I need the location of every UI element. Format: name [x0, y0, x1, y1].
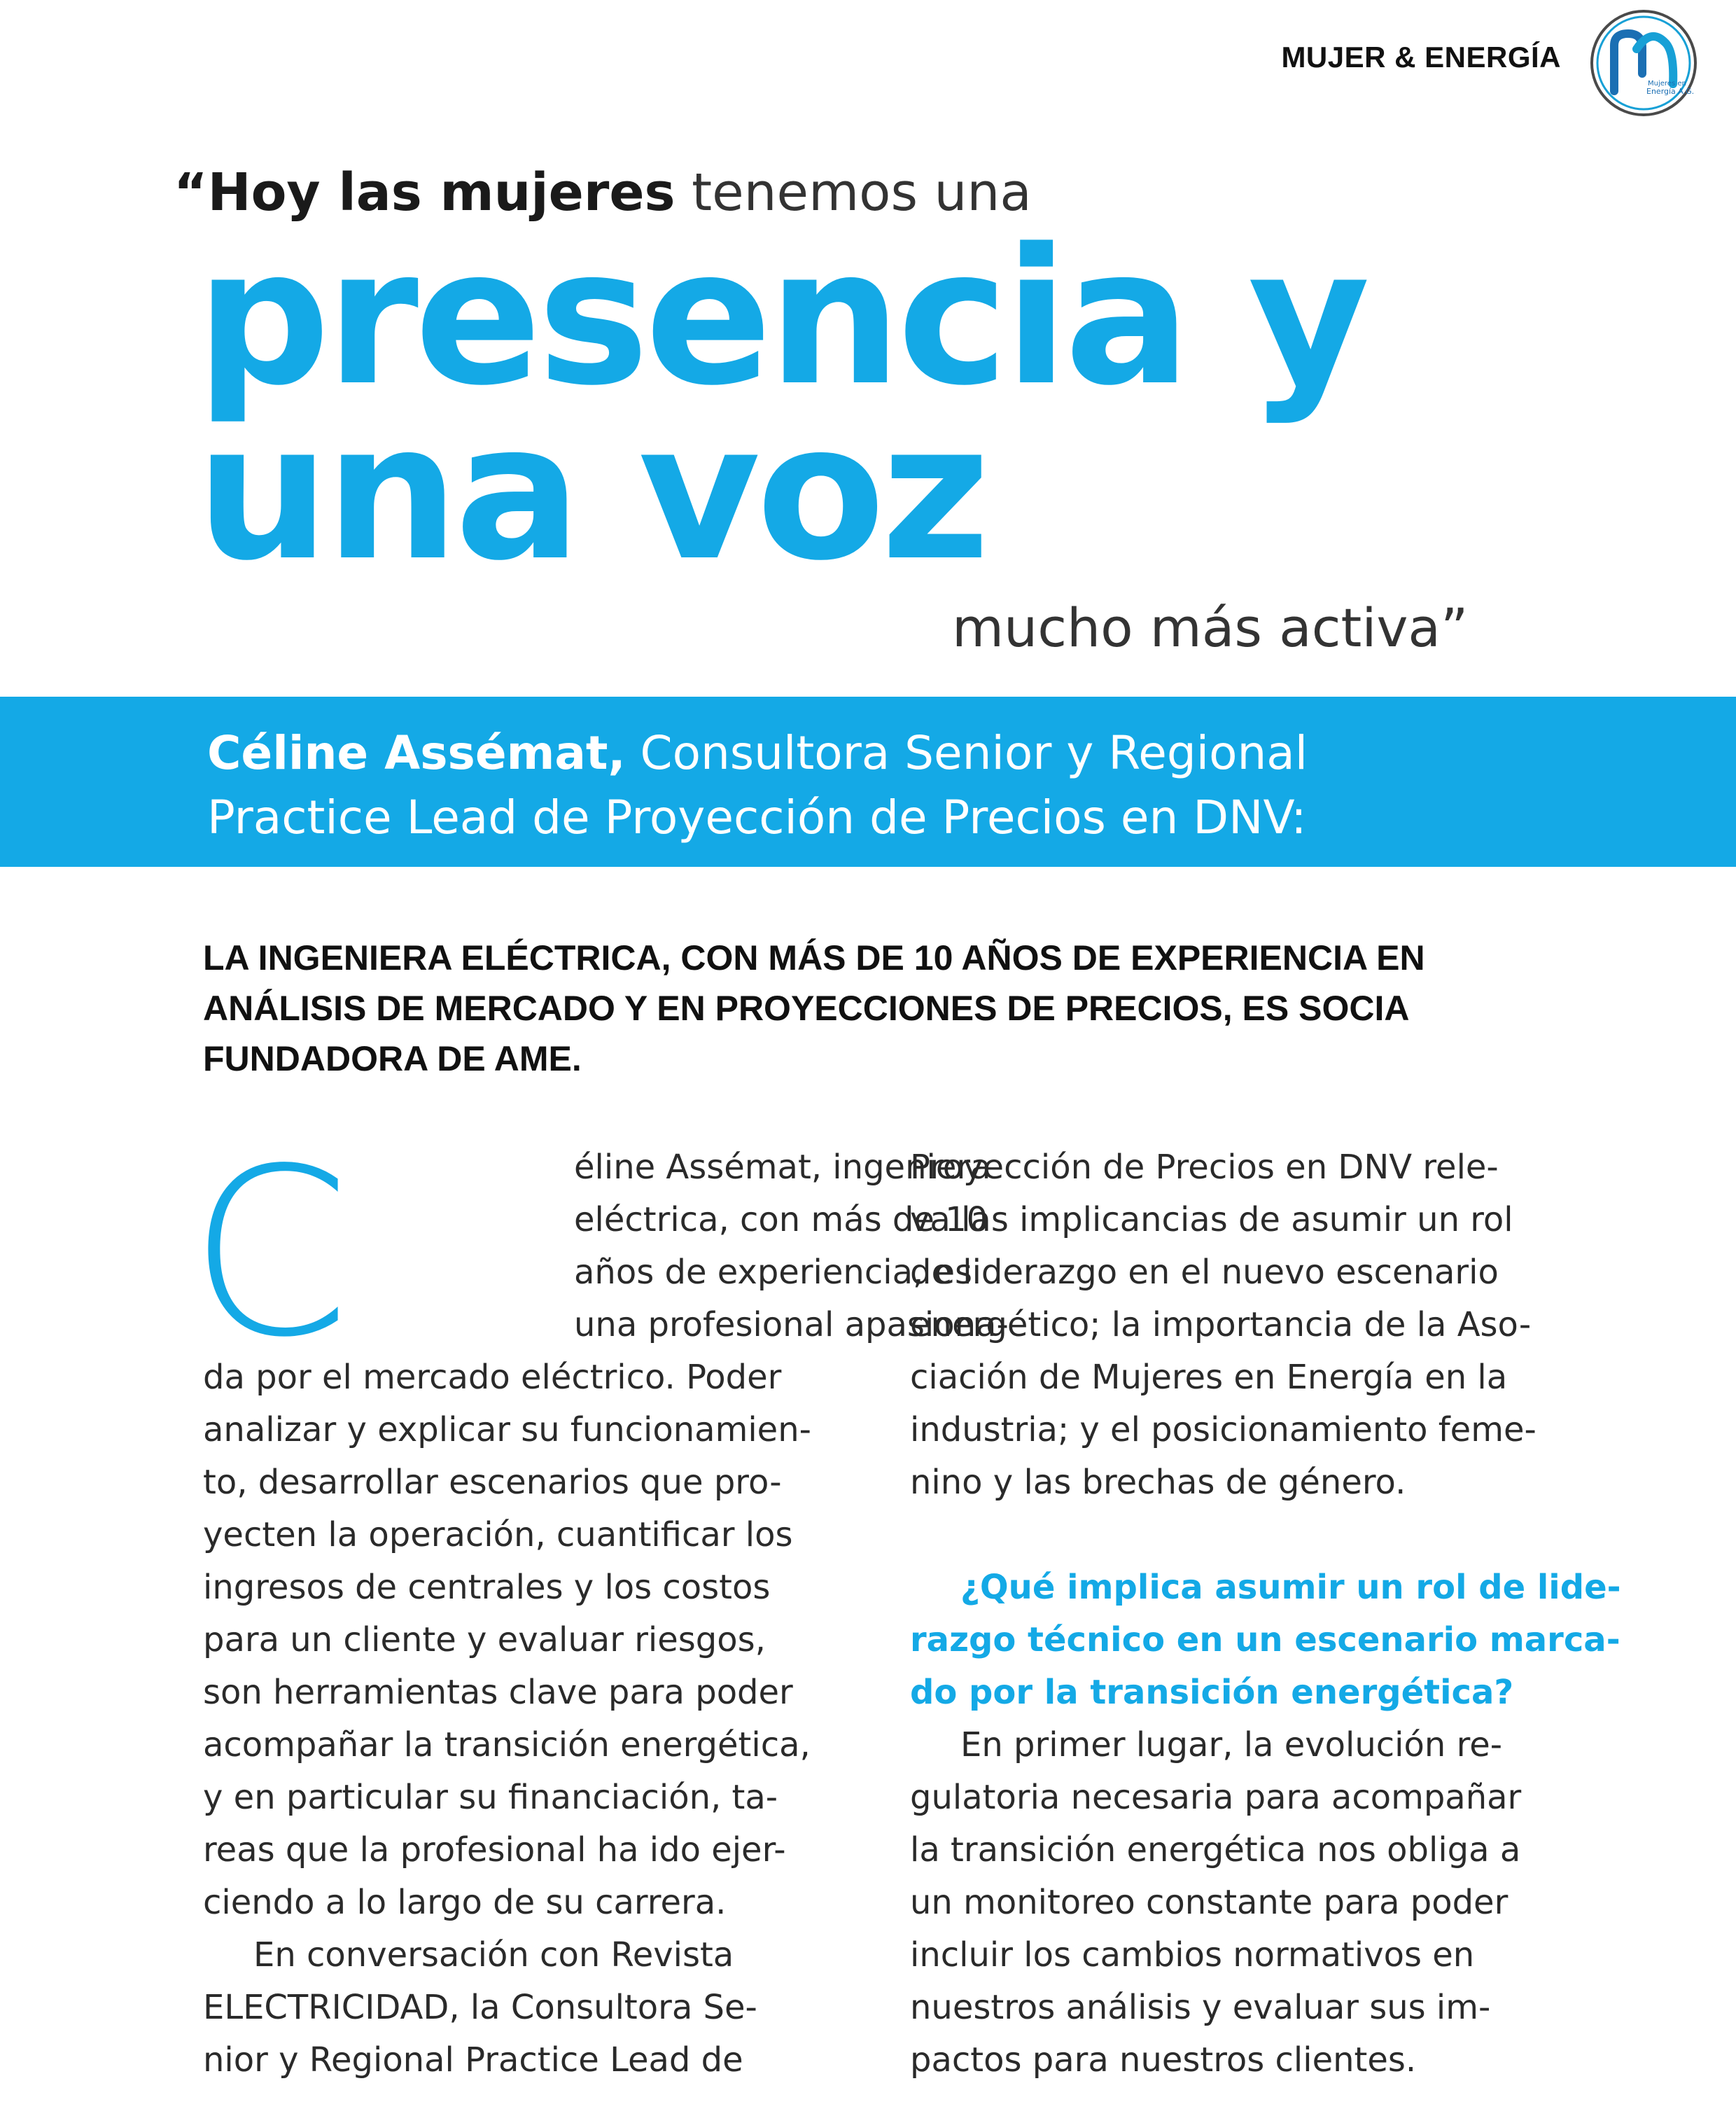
lead-paragraph: LA INGENIERA ELÉCTRICA, CON MÁS DE 10 AÑOS DE EXPERIENCIA EN ANÁLISIS DE MERCADO Y EN PROYECCIONES DE PRECIOS, ES SOCIA FUNDADORA DE AME. [203, 938, 1425, 1078]
mujeres-en-energia-logo [1588, 7, 1700, 119]
interview-answer: En primer lugar, la evolución re- [960, 1725, 1503, 1764]
headline-intro: “Hoy las mujeres tenemos una [174, 162, 1032, 223]
body-column-1: éline Assémat, ingeniera eléctrica, con más de 10 años de experiencia, es una profesional apasiona- da por el mercado eléctrico. Poder analizar y explicar su funcionamien- to, desarrollar escenarios que pro- yecten la operación, cuantificar los ingresos de centrales y los costos para un cliente y evaluar riesgos, son herramientas clave para poder acompañar la transición energética, y en particular su financiación, ta- reas que la profesional ha ido ejer- ciendo a lo largo de su carrera. En conversación con Revista ELECTRICIDAD, la Consultora Se- nior y Regional Practice Lead de [203, 1148, 1009, 2080]
headline-big-line-1: presencia y [196, 209, 1366, 427]
svg-text:Mujeres en: Mujeres en [1648, 80, 1686, 88]
byline-text: Céline Assémat, Consultora Senior y Regional Practice Lead de Proyección de Precios en DNV: [207, 726, 1308, 844]
drop-cap: C [189, 1119, 351, 1388]
svg-text:Energía A.G.: Energía A.G. [1646, 87, 1695, 96]
byline-name: Céline Assémat, [207, 726, 626, 780]
interview-question: ¿Qué implica asumir un rol de lide- [960, 1568, 1621, 1607]
headline-end: mucho más activa” [952, 597, 1469, 659]
body-column-2: Proyección de Precios en DNV rele- va las implicancias de asumir un rol de liderazgo en el nuevo escenario energético; la importancia de la Aso- ciación de Mujeres en Energía en la industria; y el posicionamiento feme- nino y las brechas de género. ¿Qué implica asumir un rol de lide- razgo técnico en un escenario marca- do por la transición energética? En primer lugar, la evolución re- gulatoria necesaria para acompañar la transición energética nos obliga a un monitoreo constante para poder incluir los cambios normativos en nuestros análisis y evaluar sus im- pactos para nuestros clientes. [910, 1148, 1621, 2080]
headline-big-line-2: una voz [196, 384, 986, 602]
section-label: MUJER & ENERGÍA [1281, 41, 1561, 74]
